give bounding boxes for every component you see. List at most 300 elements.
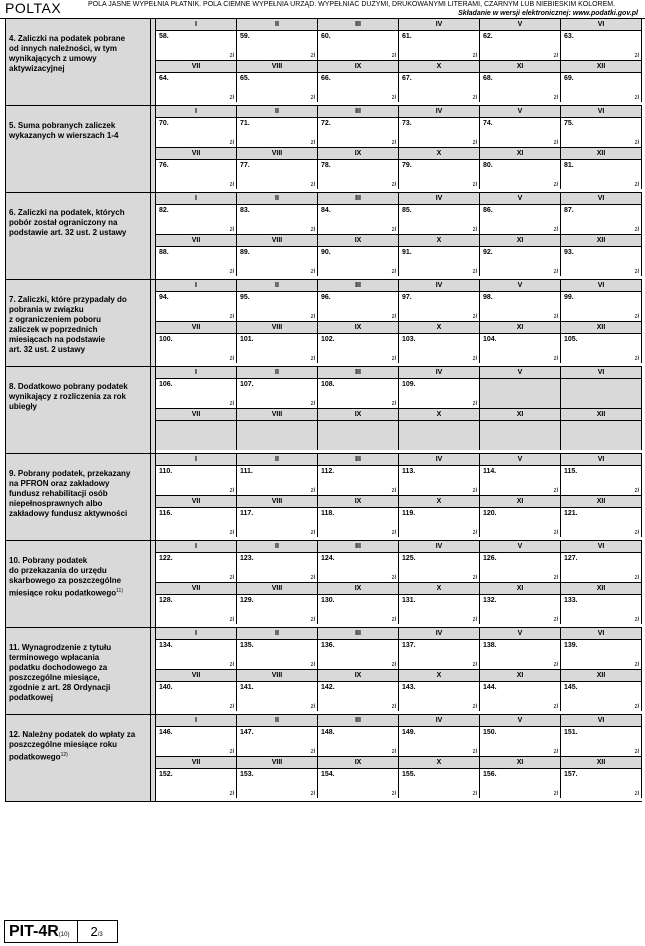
currency-label: zł [553, 704, 558, 710]
disabled-field [480, 379, 561, 408]
field-number: 115. [564, 468, 578, 475]
month-header: XII [561, 670, 642, 681]
amount-field[interactable] [480, 205, 561, 234]
amount-field[interactable] [237, 334, 318, 363]
month-header-row [156, 19, 642, 31]
currency-label: zł [553, 314, 558, 320]
field-number: 106. [159, 381, 173, 388]
field-number: 70. [159, 120, 169, 127]
amount-row [156, 421, 642, 450]
amount-field[interactable] [480, 682, 561, 711]
field-number: 136. [321, 642, 335, 649]
amount-row [156, 31, 642, 61]
field-number: 73. [402, 120, 412, 127]
month-header: XI [480, 583, 561, 594]
section-row [6, 193, 642, 280]
month-header: II [237, 106, 318, 117]
currency-label: zł [553, 791, 558, 797]
page-current: 2 [90, 924, 98, 939]
amount-field[interactable] [561, 595, 642, 624]
amount-field[interactable] [237, 682, 318, 711]
month-header: V [480, 193, 561, 204]
month-header: VII [156, 322, 237, 333]
currency-label: zł [391, 575, 396, 581]
electronic-url[interactable]: www.podatki.gov.pl [572, 10, 638, 17]
amount-field[interactable] [156, 553, 237, 582]
month-header: VI [561, 628, 642, 639]
currency-label: zł [391, 662, 396, 668]
field-number: 117. [240, 510, 254, 517]
amount-field[interactable] [561, 553, 642, 582]
amount-field[interactable] [318, 73, 399, 102]
currency-label: zł [229, 617, 234, 623]
currency-label: zł [634, 617, 639, 623]
field-number: 90. [321, 249, 331, 256]
month-header: X [399, 148, 480, 159]
month-header: VII [156, 496, 237, 507]
month-header-row [156, 106, 642, 118]
currency-label: zł [229, 575, 234, 581]
month-header: XII [561, 757, 642, 768]
amount-field[interactable] [237, 247, 318, 276]
currency-label: zł [472, 95, 477, 101]
month-header: V [480, 19, 561, 30]
month-header: III [318, 367, 399, 378]
currency-label: zł [472, 356, 477, 362]
amount-field[interactable] [237, 553, 318, 582]
amount-field[interactable] [561, 205, 642, 234]
currency-label: zł [310, 182, 315, 188]
amount-field[interactable] [237, 205, 318, 234]
field-number: 82. [159, 207, 169, 214]
amount-field[interactable] [399, 118, 480, 147]
amount-field[interactable] [561, 727, 642, 756]
month-header: VIII [237, 322, 318, 333]
month-header: XII [561, 409, 642, 420]
currency-label: zł [634, 791, 639, 797]
month-header: IX [318, 148, 399, 159]
section-label-text: 6. Zaliczki na podatek, których pobór został ograniczony na podstawie art. 32 ust. 2 ustawy [9, 208, 127, 237]
month-header: IV [399, 715, 480, 726]
currency-label: zł [391, 53, 396, 59]
month-header: IX [318, 409, 399, 420]
month-header: IX [318, 322, 399, 333]
amount-field[interactable] [480, 466, 561, 495]
currency-label: zł [229, 182, 234, 188]
currency-label: zł [310, 356, 315, 362]
amount-field[interactable] [156, 769, 237, 798]
month-header-row [156, 61, 642, 73]
currency-label: zł [310, 791, 315, 797]
section-row [6, 628, 642, 715]
month-header: X [399, 409, 480, 420]
amount-field[interactable] [156, 292, 237, 321]
amount-field[interactable] [561, 334, 642, 363]
amount-field[interactable] [480, 73, 561, 102]
month-header: VI [561, 19, 642, 30]
amount-field[interactable] [399, 160, 480, 189]
currency-label: zł [229, 95, 234, 101]
field-number: 72. [321, 120, 331, 127]
amount-field[interactable] [561, 466, 642, 495]
amount-row [156, 466, 642, 496]
amount-field[interactable] [318, 595, 399, 624]
amount-field[interactable] [561, 682, 642, 711]
form-footer [4, 920, 118, 943]
amount-field[interactable] [237, 466, 318, 495]
currency-label: zł [310, 488, 315, 494]
field-number: 137. [402, 642, 416, 649]
disabled-field [480, 421, 561, 450]
month-header: VIII [237, 670, 318, 681]
month-header: VI [561, 454, 642, 465]
amount-field[interactable] [318, 379, 399, 408]
amount-field[interactable] [318, 682, 399, 711]
amount-field[interactable] [237, 379, 318, 408]
amount-field[interactable] [237, 31, 318, 60]
amount-field[interactable] [156, 205, 237, 234]
disabled-field [237, 421, 318, 450]
month-header: IX [318, 757, 399, 768]
month-header-row [156, 628, 642, 640]
month-header: VI [561, 193, 642, 204]
amount-field[interactable] [561, 247, 642, 276]
section-label-text: 11. Wynagrodzenie z tytułu terminowego wpłacania podatku dochodowego za poszczególne miesiące, zgodnie z art. 28 Ordynacji podatkowej [9, 643, 112, 702]
currency-label: zł [391, 617, 396, 623]
field-number: 155. [402, 771, 416, 778]
amount-field[interactable] [237, 508, 318, 537]
amount-field[interactable] [318, 553, 399, 582]
field-number: 78. [321, 162, 331, 169]
month-header: IV [399, 19, 480, 30]
amount-row [156, 508, 642, 537]
amount-field[interactable] [237, 769, 318, 798]
field-number: 74. [483, 120, 493, 127]
month-header: I [156, 280, 237, 291]
currency-label: zł [553, 53, 558, 59]
disabled-field [318, 421, 399, 450]
section-label [6, 454, 151, 540]
amount-field[interactable] [156, 508, 237, 537]
amount-field[interactable] [561, 73, 642, 102]
section-row [6, 367, 642, 454]
month-grid [156, 715, 642, 801]
amount-field[interactable] [399, 727, 480, 756]
month-header-row [156, 670, 642, 682]
amount-field[interactable] [399, 508, 480, 537]
month-header: XI [480, 148, 561, 159]
field-number: 76. [159, 162, 169, 169]
month-header: II [237, 367, 318, 378]
amount-field[interactable] [480, 769, 561, 798]
amount-field[interactable] [237, 595, 318, 624]
amount-field[interactable] [399, 595, 480, 624]
amount-row [156, 205, 642, 235]
currency-label: zł [472, 488, 477, 494]
field-number: 142. [321, 684, 335, 691]
fill-instruction: POLA JASNE WYPEŁNIA PŁATNIK. POLA CIEMNE WYPEŁNIA URZĄD. WYPEŁNIAĆ DUŻYMI, DRUKOWANYMI LITERAMI, CZARNYM LUB NIEBIESKIM KOLOREM. [88, 1, 616, 8]
amount-field[interactable] [237, 118, 318, 147]
amount-field[interactable] [399, 31, 480, 60]
field-number: 64. [159, 75, 169, 82]
form-name [5, 921, 78, 942]
field-number: 103. [402, 336, 416, 343]
page-number [78, 921, 116, 942]
amount-field[interactable] [318, 334, 399, 363]
month-header-row [156, 322, 642, 334]
amount-field[interactable] [237, 727, 318, 756]
field-number: 121. [564, 510, 578, 517]
amount-field[interactable] [156, 595, 237, 624]
amount-field[interactable] [318, 508, 399, 537]
currency-label: zł [634, 662, 639, 668]
currency-label: zł [553, 227, 558, 233]
section-label [6, 715, 151, 801]
month-header: I [156, 19, 237, 30]
field-number: 140. [159, 684, 173, 691]
field-number: 112. [321, 468, 335, 475]
amount-field[interactable] [480, 160, 561, 189]
amount-field[interactable] [156, 247, 237, 276]
currency-label: zł [634, 488, 639, 494]
currency-label: zł [391, 356, 396, 362]
amount-field[interactable] [480, 595, 561, 624]
amount-field[interactable] [237, 640, 318, 669]
amount-field[interactable] [399, 205, 480, 234]
currency-label: zł [472, 314, 477, 320]
amount-field[interactable] [480, 334, 561, 363]
field-number: 130. [321, 597, 335, 604]
amount-field[interactable] [561, 508, 642, 537]
amount-field[interactable] [399, 73, 480, 102]
currency-label: zł [472, 227, 477, 233]
amount-field[interactable] [399, 553, 480, 582]
field-number: 68. [483, 75, 493, 82]
section-label-text: 4. Zaliczki na podatek pobrane od innych należności, w tym wynikających z umowy aktywizacyjnej [9, 34, 126, 73]
amount-field[interactable] [561, 292, 642, 321]
currency-label: zł [391, 791, 396, 797]
amount-field[interactable] [399, 640, 480, 669]
amount-field[interactable] [156, 682, 237, 711]
electronic-submission-note [458, 10, 638, 17]
currency-label: zł [391, 488, 396, 494]
amount-field[interactable] [318, 727, 399, 756]
field-number: 86. [483, 207, 493, 214]
disabled-field [399, 421, 480, 450]
amount-field[interactable] [561, 160, 642, 189]
field-number: 83. [240, 207, 250, 214]
month-header: III [318, 628, 399, 639]
field-number: 65. [240, 75, 250, 82]
amount-row [156, 73, 642, 102]
amount-field[interactable] [156, 31, 237, 60]
amount-row [156, 247, 642, 276]
amount-field[interactable] [318, 292, 399, 321]
amount-field[interactable] [156, 160, 237, 189]
field-number: 151. [564, 729, 578, 736]
field-number: 134. [159, 642, 173, 649]
amount-field[interactable] [480, 118, 561, 147]
amount-field[interactable] [156, 73, 237, 102]
field-number: 126. [483, 555, 497, 562]
field-number: 120. [483, 510, 497, 517]
section-row [6, 106, 642, 193]
field-number: 61. [402, 33, 412, 40]
currency-label: zł [310, 704, 315, 710]
month-header: VIII [237, 583, 318, 594]
currency-label: zł [310, 53, 315, 59]
amount-field[interactable] [561, 118, 642, 147]
amount-field[interactable] [561, 640, 642, 669]
month-header: VIII [237, 409, 318, 420]
amount-field[interactable] [318, 118, 399, 147]
currency-label: zł [553, 356, 558, 362]
amount-field[interactable] [318, 466, 399, 495]
month-header: XII [561, 148, 642, 159]
field-number: 105. [564, 336, 578, 343]
currency-label: zł [553, 575, 558, 581]
currency-label: zł [472, 182, 477, 188]
month-header: II [237, 628, 318, 639]
currency-label: zł [553, 617, 558, 623]
field-number: 143. [402, 684, 416, 691]
amount-field[interactable] [156, 640, 237, 669]
amount-field[interactable] [561, 769, 642, 798]
amount-field[interactable] [480, 727, 561, 756]
currency-label: zł [310, 95, 315, 101]
month-header: IX [318, 496, 399, 507]
field-number: 99. [564, 294, 574, 301]
field-number: 154. [321, 771, 335, 778]
month-header: IV [399, 628, 480, 639]
amount-field[interactable] [318, 205, 399, 234]
month-header: V [480, 367, 561, 378]
amount-field[interactable] [318, 31, 399, 60]
field-number: 150. [483, 729, 497, 736]
amount-field[interactable] [156, 727, 237, 756]
section-row [6, 454, 642, 541]
field-number: 107. [240, 381, 254, 388]
amount-field[interactable] [480, 640, 561, 669]
amount-field[interactable] [318, 160, 399, 189]
month-header-row [156, 367, 642, 379]
month-header: I [156, 367, 237, 378]
field-number: 109. [402, 381, 416, 388]
field-number: 67. [402, 75, 412, 82]
currency-label: zł [229, 749, 234, 755]
month-header-row [156, 757, 642, 769]
amount-field[interactable] [399, 292, 480, 321]
amount-field[interactable] [480, 553, 561, 582]
amount-field[interactable] [399, 379, 480, 408]
month-header: IV [399, 454, 480, 465]
amount-field[interactable] [318, 769, 399, 798]
month-header: VII [156, 61, 237, 72]
amount-field[interactable] [480, 292, 561, 321]
amount-field[interactable] [399, 334, 480, 363]
month-header-row [156, 193, 642, 205]
amount-field[interactable] [156, 466, 237, 495]
amount-field[interactable] [156, 118, 237, 147]
currency-label: zł [634, 227, 639, 233]
amount-field[interactable] [561, 31, 642, 60]
currency-label: zł [310, 575, 315, 581]
field-number: 59. [240, 33, 250, 40]
month-header: III [318, 715, 399, 726]
month-header: III [318, 280, 399, 291]
field-number: 60. [321, 33, 331, 40]
amount-field[interactable] [480, 247, 561, 276]
amount-field[interactable] [399, 466, 480, 495]
month-header: IV [399, 367, 480, 378]
month-header: VI [561, 367, 642, 378]
poltax-logo: POLTAX [5, 0, 62, 16]
month-header: X [399, 322, 480, 333]
month-header: VII [156, 670, 237, 681]
section-label [6, 280, 151, 366]
month-grid [156, 628, 642, 714]
month-header: IV [399, 280, 480, 291]
amount-field[interactable] [156, 334, 237, 363]
month-header: VI [561, 106, 642, 117]
month-header: XI [480, 670, 561, 681]
disabled-field [561, 379, 642, 408]
amount-field[interactable] [399, 769, 480, 798]
currency-label: zł [391, 95, 396, 101]
currency-label: zł [634, 575, 639, 581]
month-header: XII [561, 322, 642, 333]
month-header: III [318, 454, 399, 465]
amount-field[interactable] [237, 160, 318, 189]
currency-label: zł [553, 749, 558, 755]
amount-field[interactable] [237, 73, 318, 102]
currency-label: zł [310, 749, 315, 755]
month-header: X [399, 670, 480, 681]
month-header: IV [399, 106, 480, 117]
field-number: 97. [402, 294, 412, 301]
month-header: II [237, 454, 318, 465]
amount-field[interactable] [318, 247, 399, 276]
amount-field[interactable] [480, 31, 561, 60]
currency-label: zł [391, 227, 396, 233]
currency-label: zł [310, 401, 315, 407]
field-number: 85. [402, 207, 412, 214]
month-header: III [318, 19, 399, 30]
amount-field[interactable] [318, 640, 399, 669]
currency-label: zł [391, 530, 396, 536]
month-header: IX [318, 670, 399, 681]
field-number: 96. [321, 294, 331, 301]
month-header: VII [156, 583, 237, 594]
section-label [6, 19, 151, 105]
month-grid [156, 280, 642, 366]
amount-field[interactable] [156, 379, 237, 408]
field-number: 93. [564, 249, 574, 256]
month-header: VIII [237, 235, 318, 246]
amount-row [156, 769, 642, 798]
amount-row [156, 379, 642, 409]
month-header: IX [318, 583, 399, 594]
field-number: 116. [159, 510, 173, 517]
amount-field[interactable] [237, 292, 318, 321]
amount-field[interactable] [399, 682, 480, 711]
month-grid [156, 367, 642, 453]
month-header: VII [156, 235, 237, 246]
amount-field[interactable] [399, 247, 480, 276]
amount-field[interactable] [480, 508, 561, 537]
month-header: VII [156, 148, 237, 159]
field-number: 89. [240, 249, 250, 256]
